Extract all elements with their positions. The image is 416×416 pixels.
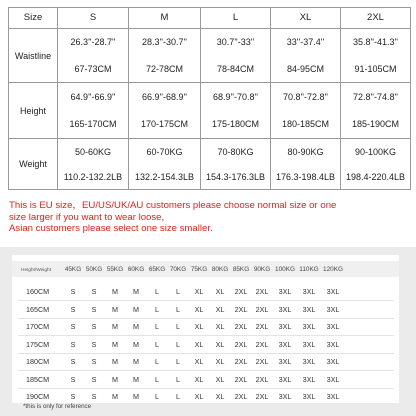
hw-size-cell: L — [155, 322, 159, 331]
hw-size-cell: 2XL — [255, 322, 269, 331]
hw-size-cell: XL — [194, 322, 204, 331]
size-header-2xl: 2XL — [341, 8, 411, 29]
hw-weight-header: 85KG — [232, 266, 250, 273]
hw-size-cell: 3XL — [278, 357, 292, 366]
weight-lb-row — [9, 165, 411, 190]
hw-weight-header: 45KG — [64, 266, 82, 273]
hw-row-divider — [18, 335, 394, 336]
height-inch-l: 68.9''-70.8'' — [201, 83, 271, 111]
hw-size-cell: M — [133, 287, 139, 296]
height-inch-m: 66.9''-68.9'' — [129, 83, 201, 111]
hw-size-cell: 3XL — [302, 375, 316, 384]
hw-size-cell: M — [112, 322, 118, 331]
hw-size-cell: XL — [215, 392, 225, 401]
hw-size-cell: XL — [215, 322, 225, 331]
hw-size-cell: XL — [215, 287, 225, 296]
hw-size-cell: L — [176, 305, 180, 314]
hw-size-cell: 2XL — [255, 375, 269, 384]
weight-kg-2xl: 90-100KG — [341, 139, 411, 165]
notice-line-3: Asian customers please select one size smaller. — [9, 223, 213, 234]
height-inch-row — [9, 83, 411, 111]
height-inch-s: 64.9''-66.9'' — [58, 83, 129, 111]
hw-size-cell: 2XL — [234, 375, 248, 384]
hw-size-cell: 2XL — [234, 357, 248, 366]
size-chart-table — [8, 7, 411, 190]
hw-size-cell: 3XL — [278, 322, 292, 331]
hw-row-divider — [18, 318, 394, 319]
hw-size-cell: 3XL — [278, 392, 292, 401]
hw-size-cell: 3XL — [326, 340, 340, 349]
notice-line-2: size larger if you want to wear loose, — [9, 211, 165, 223]
hw-size-cell: 3XL — [326, 392, 340, 401]
waist-cm-xl: 84-95CM — [271, 56, 341, 83]
hw-weight-header: 90KG — [253, 266, 271, 273]
hw-size-cell: 3XL — [278, 340, 292, 349]
hw-size-cell: 3XL — [302, 322, 316, 331]
hw-size-cell: 3XL — [302, 287, 316, 296]
hw-size-cell: XL — [215, 340, 225, 349]
hw-size-cell: M — [133, 357, 139, 366]
hw-size-cell: 3XL — [278, 375, 292, 384]
height-cm-2xl: 185-190CM — [341, 111, 411, 139]
waist-cm-s: 67-73CM — [58, 56, 129, 83]
size-header-m: M — [129, 8, 201, 29]
waist-inch-xl: 33''-37.4'' — [271, 29, 341, 56]
height-cm-l: 175-180CM — [201, 111, 271, 139]
hw-size-cell: XL — [215, 305, 225, 314]
waistline-inch-row — [9, 29, 411, 56]
notice-line-1: This is EU size，EU/US/UK/AU customers please choose normal size or one — [9, 200, 337, 211]
hw-row-divider — [18, 353, 394, 354]
hw-size-cell: 2XL — [234, 340, 248, 349]
hw-size-cell: 3XL — [326, 357, 340, 366]
hw-size-cell: S — [91, 357, 97, 366]
hw-size-cell: L — [155, 392, 159, 401]
weight-kg-xl: 80-90KG — [271, 139, 341, 165]
weight-kg-row — [9, 139, 411, 165]
size-header-xl: XL — [271, 8, 341, 29]
hw-size-cell: XL — [194, 357, 204, 366]
waist-inch-m: 28.3''-30.7'' — [129, 29, 201, 56]
height-inch-xl: 70.8''-72.8'' — [271, 83, 341, 111]
hw-size-cell: L — [176, 322, 180, 331]
weight-kg-s: 50-60KG — [58, 139, 129, 165]
hw-size-cell: 3XL — [326, 287, 340, 296]
height-label: Height — [9, 83, 58, 139]
hw-size-cell: 2XL — [234, 305, 248, 314]
hw-size-cell: L — [155, 357, 159, 366]
hw-size-cell: S — [91, 287, 97, 296]
weight-lb-2xl: 198.4-220.4LB — [341, 165, 411, 190]
hw-height-label: 165CM — [26, 305, 50, 314]
height-cm-s: 165-170CM — [58, 111, 129, 139]
hw-size-cell: 2XL — [234, 392, 248, 401]
hw-size-cell: 3XL — [326, 305, 340, 314]
hw-size-cell: M — [112, 392, 118, 401]
hw-weight-header: 100KG — [275, 266, 295, 273]
reference-footnote: *this is only for reference — [23, 403, 92, 410]
hw-size-cell: S — [91, 305, 97, 314]
hw-size-cell: S — [91, 392, 97, 401]
hw-weight-header: 75KG — [190, 266, 208, 273]
size-header-s: S — [58, 8, 129, 29]
hw-weight-header: 110KG — [299, 266, 319, 273]
height-weight-panel — [0, 247, 416, 416]
hw-size-cell: XL — [215, 375, 225, 384]
hw-size-cell: L — [176, 340, 180, 349]
hw-size-cell: L — [176, 392, 180, 401]
hw-size-cell: M — [133, 375, 139, 384]
hw-size-cell: S — [91, 375, 97, 384]
hw-size-cell: XL — [194, 287, 204, 296]
weight-lb-s: 110.2-132.2LB — [58, 165, 129, 190]
weight-lb-l: 154.3-176.3LB — [201, 165, 271, 190]
hw-size-cell: M — [112, 287, 118, 296]
hw-size-cell: M — [133, 392, 139, 401]
hw-size-cell: 2XL — [255, 357, 269, 366]
weight-label: Weight — [9, 139, 58, 190]
hw-size-cell: 3XL — [302, 305, 316, 314]
hw-size-cell: M — [133, 340, 139, 349]
height-inch-2xl: 72.8''-74.8'' — [341, 83, 411, 111]
hw-size-cell: S — [91, 340, 97, 349]
hw-size-cell: 2XL — [255, 305, 269, 314]
hw-size-cell: 3XL — [326, 375, 340, 384]
hw-corner-label: Height/Weight — [21, 268, 52, 273]
waistline-cm-row — [9, 56, 411, 83]
height-cm-m: 170-175CM — [129, 111, 201, 139]
hw-size-cell: S — [70, 287, 76, 296]
hw-size-cell: L — [155, 287, 159, 296]
hw-size-cell: L — [176, 287, 180, 296]
hw-size-cell: S — [70, 305, 76, 314]
hw-size-cell: 3XL — [278, 305, 292, 314]
hw-height-label: 160CM — [26, 287, 50, 296]
waistline-label: Waistline — [9, 29, 58, 83]
hw-size-cell: M — [112, 357, 118, 366]
weight-lb-xl: 176.3-198.4LB — [271, 165, 341, 190]
hw-size-cell: 3XL — [302, 392, 316, 401]
waist-inch-l: 30.7''-33'' — [201, 29, 271, 56]
hw-size-cell: XL — [194, 392, 204, 401]
hw-size-cell: L — [155, 340, 159, 349]
hw-size-cell: M — [133, 322, 139, 331]
hw-size-cell: 2XL — [234, 322, 248, 331]
waist-cm-2xl: 91-105CM — [341, 56, 411, 83]
size-header-l: L — [201, 8, 271, 29]
hw-size-cell: XL — [215, 357, 225, 366]
hw-size-cell: L — [155, 375, 159, 384]
hw-size-cell: L — [176, 375, 180, 384]
hw-size-cell: XL — [194, 340, 204, 349]
hw-size-cell: 2XL — [234, 287, 248, 296]
hw-row-divider — [18, 300, 394, 301]
height-cm-xl: 180-185CM — [271, 111, 341, 139]
hw-size-cell: 3XL — [326, 322, 340, 331]
hw-size-cell: M — [112, 375, 118, 384]
height-cm-row — [9, 111, 411, 139]
hw-height-label: 180CM — [26, 357, 50, 366]
hw-height-label: 185CM — [26, 375, 50, 384]
hw-weight-header: 120KG — [323, 266, 343, 273]
hw-size-cell: L — [155, 305, 159, 314]
hw-size-cell: 3XL — [302, 357, 316, 366]
hw-weight-header: 60KG — [127, 266, 145, 273]
hw-size-cell: XL — [194, 305, 204, 314]
hw-size-cell: L — [176, 357, 180, 366]
hw-height-label: 190CM — [26, 392, 50, 401]
hw-weight-header: 65KG — [148, 266, 166, 273]
hw-weight-header: 70KG — [169, 266, 187, 273]
weight-kg-l: 70-80KG — [201, 139, 271, 165]
waist-inch-2xl: 35.8''-41.3'' — [341, 29, 411, 56]
hw-size-cell: M — [112, 305, 118, 314]
hw-weight-header: 80KG — [211, 266, 229, 273]
hw-row-divider — [18, 388, 394, 389]
hw-weight-header: 55KG — [106, 266, 124, 273]
waist-cm-m: 72-78CM — [129, 56, 201, 83]
hw-size-cell: 3XL — [302, 340, 316, 349]
hw-size-cell: S — [91, 322, 97, 331]
hw-size-cell: S — [70, 357, 76, 366]
weight-lb-m: 132.2-154.3LB — [129, 165, 201, 190]
size-header-row — [9, 8, 411, 29]
hw-size-cell: S — [70, 322, 76, 331]
waist-cm-l: 78-84CM — [201, 56, 271, 83]
hw-height-label: 175CM — [26, 340, 50, 349]
hw-size-cell: M — [112, 340, 118, 349]
hw-size-cell: 2XL — [255, 287, 269, 296]
hw-size-cell: 2XL — [255, 392, 269, 401]
waist-inch-s: 26.3''-28.7'' — [58, 29, 129, 56]
hw-row-divider — [18, 370, 394, 371]
hw-size-cell: 3XL — [278, 287, 292, 296]
hw-size-cell: XL — [194, 375, 204, 384]
hw-size-cell: S — [70, 375, 76, 384]
hw-size-cell: M — [133, 305, 139, 314]
weight-kg-m: 60-70KG — [129, 139, 201, 165]
hw-weight-header: 50KG — [85, 266, 103, 273]
hw-size-cell: 2XL — [255, 340, 269, 349]
hw-height-label: 170CM — [26, 322, 50, 331]
hw-size-cell: S — [70, 392, 76, 401]
size-notice — [9, 200, 409, 235]
size-header-label: Size — [9, 8, 58, 29]
hw-size-cell: S — [70, 340, 76, 349]
